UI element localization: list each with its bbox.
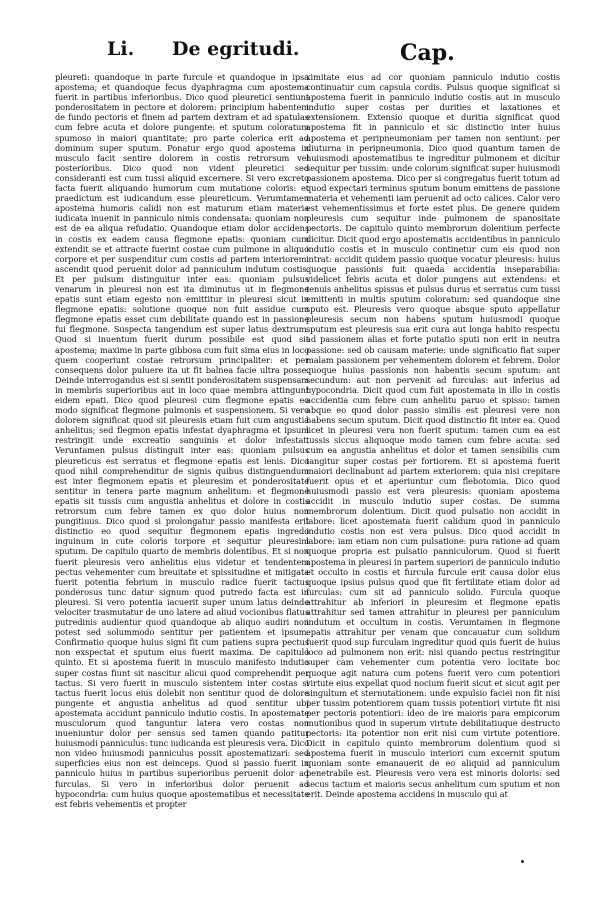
- running-title: De egritudi.: [172, 38, 300, 60]
- right-column-text: ximitate eius ad cor quoniam panniculo indutio costis continuatur cum capsula cordis. Pulsus quoque significat si apostema fuerit in panniculo indutio costis aut in musculo indutio super costas per durities et laxationes et extensionem. Extensio quoque et duritia significat quod apostema fit in panniculo et sic distinctio inter huius apostema et peripneumoniam per tamen non sentiunt: per diuturna in peripneumonia. Dico quod quantum tamen de huiusmodi apostematibus te ingreditur pulmonem et dicitur sequitur per tussim: unde colorum significat super huiusmodi passionem apostema. Dico per si congregatus fuerit totum ad quod expectari terminus sputum bonum emittens de passione materia et vehementi iam peruenit ad octo calices. Calor vero est vehementissimus et forte estet plus. De genere quidem pleuresis cum sequitur inde pulmonem de spanositate pectoris. De capitulo quinto membrorum dolentium perfecte dicitur. Dicit quod ergo apostematis accidentibus in panniculo indutio costis et in musculo continetur cum eis quod non intrat: accidit quidem passio quoque vocatur pleuresis: huius quoque passionis fuit quaeda accidentia inseparabilia: videlicet febris acuta et dolor pungens aut extendens: et tenuis anhelitus spissus et pulsus durus et serratus cum tussi emittenti in multis sputum coloratum: sed quandoque sine sputo est. Pleuresis vero quoque absque sputo appellatur pleuresis secum non habens sputum huiusmodi quoque sputum est pleuresis sua erit cura aut longa habito respectu ad passionem alias et forte putatio sputi non erit in neutra passione: sed ob causam materie: unde significatio fiat super malam passionem per vehementem dolorem et febrem. Dolor quoque huius passionis non habentis secum sputum: ant secundum: aut non pervenit ad furculas: aut inferius ad hypocondria. Dicit quod cum fuit apostemata in illo in costis accidentia cum febre cum anhelitu paruo et spisso: tamen abque eo quod dolor passio similis est pleuresi vere non habens secum sputum. Dicit quod distinctio fit inter ea. Quod licet in pleuresi vera non fuerit sputum: tamen cum ea est tussis siccus aliquoque modo tamen cum febre acuta: sed cum ea angustia anhelitus et dolor et tamen sensibilis cum tangitur super costas per fortiorem. Et si apostema fuerit maiori declinabunt ad partem exteriorem: quia nisi crepitare fuerit opus et et aperiuntur cum flebotomia. Dico quod huiusmodi passio est vera pleuresis: quoniam apostema accidit in musculo indutio super costas. De summa membrorum dolentium. Dicit quod pulsatio non accidit in labore: licet apostemata fuerit calidum quod in panniculo indutio costis non est vera pulsus. Dico quod accidit in labore: iam etiam non cum pulsatione: pura ratione ad quam quoque propria est pulsatio panniculorum. Quod si fuerit apostema in pleuresi in partem superiori de panniculo indutio et occulto in costis et furcula furcule erit causa dolor eius quoque ipsius pulsus quod que fit fertilitate etiam dolor ad furculas: cum sit ad panniculo solido. Furcula quoque attrahitur ab inferiori in pleuresim et flegmone epatis attrahitur sed tamen attrahitur in pleuresi per panniculum indutum et occultum in costis. Verumtamen in flegmone epatis attrahitur per venam que concauatur cum solidum fuerit quod sup furculam ingreditur quod quis fuerit de huius loco ad pulmonem non erit: nisi quando pectus restringitur super cam vehementer cum potentia vero locitate boc quoque agit natura cum potens fuerit vero cum potentiori virtute eius expellat quod nocium fuerit sicut et sicut agit per singultum et sternutationem: unde expulsio faciei non fit nisi per tussim potentiorem quam tussis potentiori virtute fit nisi per pectoris potentiori: ideo de ire maioris para empicorum mutionibus quod in superum virtute debilitatiuque destructo pectoris: ita potentior non erit nisi cum virtute potentiore. Dicit in capitulo quinto membrorum dolentium quod si apostema fuerit in musculo interiori cum excernit sputum quoniam sonte emanauerit de eo aliquid ad panniculum penetrabile est. Pleuresis vero vera est minoris doloris: sed secus tactum et maioris secus anhelitum cum sputum et non erit. Deinde apostema accidens in musculo qui at: [306, 72, 560, 799]
- left-column-text: pleureti: quandoque in parte furcule et quandoque in ipsa apostema; et quandoque fecus dyaphragma cum apostema fuerit in partibus inferioribus. Dico quod pleuretici sentiunt ponderositatem in pectore et dolorem: principium habentem de fundo pectoris et finem ad partem dextram et ad spatulas cum febre acuta et dolore pungente: et sputum coloratum spumoso in maiori quantitate; pro parte colerica erit ad dominum super sputum. Ponatur ergo quod apostema in musculo facit sentire dolorem in costis retrorsum vel posterioribus. Dico quod non vident pleuretici sed consideranti est cum tussi aliquid excernere. Si vero excreto facta fuerit aliquando humorum cum mutatione coloris: et praedictum est iudicandum esse pleureticum. Verumtamen apostema humoris calidi non est maturum etiam materia iudicata inuenit in panniculo nimis condensata: quoniam non est de ea aliqua refudatio. Quandoque etiam dolor accidens in costis ex eadem causa flegmone epatis: quoniam cum extendit se et attracte fuerint costae cum pulmone in aliquo corpore et per suspenditur cum costis ad partem interiorem: ascendit quod peruenit dolor ad panniculum indutum costis. Et per pulsum distinguitur inter eas: quoniam pulsus venarum in pleuresi non est ita diminutus ut in flegmone epatis sunt etiam egesto non emittitur in pleuresi sicut in flegmone epatis: solutione quoque non fuit assidue cum flegmone epatis esset cum debilitate quando est in passione fui flegmone. Suspecta tangendum est super latus dextrum. Quod si inuentum fuerit durum possibile est quod sit apostema; maxime in parte gibbosa cum fuit sima eius in loco quem cooperiunt costae retrorsum principaliter: et per consequens dolor puluere ita ut fit balnea facie ultra posse. Deinde interrogandus est si sentit ponderositatem suspensam in membris superioribus aut in loco quae membra attingunt eidem epati. Dico quod pleuresi cum flegmone epatis eo modo significat flegmone pulmonis et suspensionem. Si vero dolorem significat quod sit pleuresis etiam fuit cum angustia anhelitus; sed flegmon epatis infestat dyaphragma et ipsum restringit unde excreatio sanguinis et dolor infestat. Veruntamen pulsus distinguit inter eas: quoniam pulsus pleureticus est serratus et flegmone epatis est lenis. Dico quod nihil comprehenditur de signis quibus distinguendum est inter flegmonem epatis et pleuresim et ponderositate sentitur in tenera parte magnum anhelitum: et flegmone epatis sit tussis cum angustia anhelitus et dolore in costis retrorsum cum febre tamen ex quo dolor huius non pungitiuus. Dico quod si prolongatur passio manifesta erit distinctio eo quod sequitur flegmonem epatis ingredo inguinum in cute coloris torpore et sequitur pleuresim sputum. De capitulo quarto de membris dolentibus. Et si non fuerit pleuresis vero anhelitus eius videtur et tendentem pectus vehementer cum breuitate et spissitudine et mitigata fuerit potentia febrium in musculo radice fuerit tactus ponderosus tunc datur signum quod putredo facta est in pleuresi. Si vero potentia iacuerit super unum latus deinde velociter trasmutatur de uno latere ad aliud vocionibus flatus putredinis audientur quod quandoque ab aliquo audiri non potest sed solummodo sentitur per patientem et ipsum. Confirmatio quoque huius signi fit cum patiens supra pectus non exspectat et sputum eius fuerit maxima. De capitulo quinto. Et si apostema fuerit in musculo manifesto indutio super costas fiunt sit nascitur alicui quod comprehendit per tactus. Si vero fuerit in musculo sistentem inter costas si tactus fuerit locus eius dolebit non sentitur quod de dolore pungente et angustia anhelitus ad quod sentitur ubi apostemata accidunt panniculo indutio costis. In apostemate musculorum quod tanguntur latera vero costas non inueniuntur dolor per sensus sed tamen quando patitur huiusmodi panniculus: tunc iudicanda est pleuresis vera. Dico non video huiusmodi panniculus possit apostematizari: sed superficies eius non est deinceps. Quod si passio fuerit in panniculo huius in partibus superioribus peruenit dolor ad furculas. Si vero in inferioribus dolor peruenit ad hypocondria: cum huius quoque apostematibus et necessitate est febris vehementis et propter: [55, 72, 309, 809]
- page-header: [0, 30, 590, 70]
- left-text-column: [55, 72, 309, 872]
- right-text-column: [306, 72, 560, 872]
- chapter-heading: Cap.: [400, 40, 455, 66]
- ink-dot: [521, 860, 524, 863]
- book-number: Li.: [107, 38, 135, 60]
